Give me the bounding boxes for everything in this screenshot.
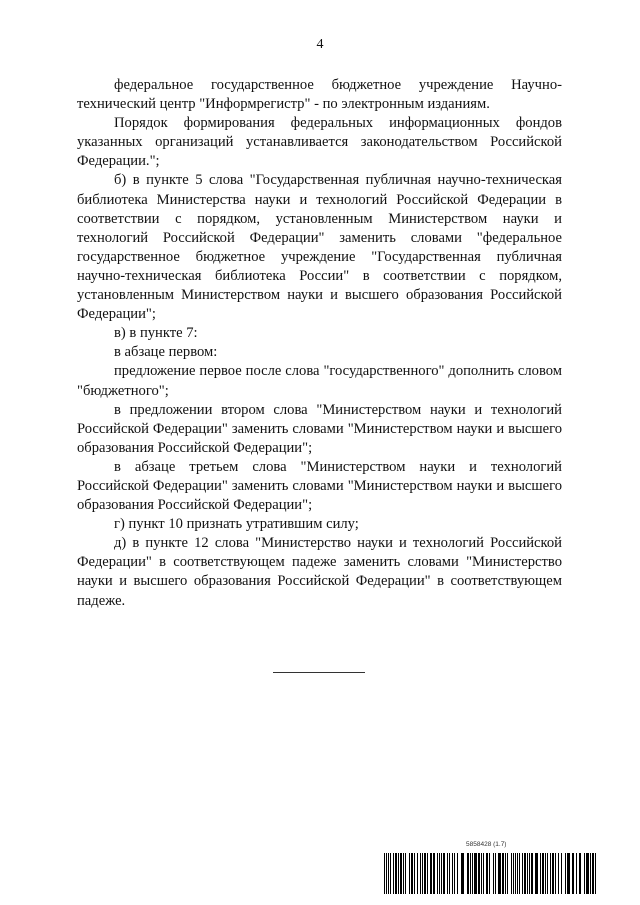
paragraph-9: г) пункт 10 признать утратившим силу; <box>114 516 359 533</box>
paragraph-7: в предложении втором слова "Министерством науки и технологий Российской Федерации" заменить словами "Министерством науки и высшего образования Российской Федерации"; <box>77 401 562 456</box>
paragraph-10: д) в пункте 12 слова "Министерство науки и технологий Российской Федерации" в соответствующем падеже заменить словами "Министерство науки и высшего образования Российской Федерации" в соответствующем падеже. <box>77 535 562 609</box>
paragraph-6: предложение первое после слова "государственного" дополнить словом "бюджетного"; <box>77 363 562 399</box>
paragraph-8: в абзаце третьем слова "Министерством науки и технологий Российской Федерации" заменить словами "Министерством науки и высшего образования Российской Федерации"; <box>77 458 562 514</box>
document-body <box>77 76 562 611</box>
paragraph-5: в абзаце первом: <box>114 344 218 361</box>
paragraph-1: федеральное государственное бюджетное учреждение Научно-технический центр "Информрегистр" - по электронным изданиям. <box>77 77 562 113</box>
barcode-block <box>384 840 596 894</box>
end-separator-line <box>273 672 365 673</box>
paragraph-2: Порядок формирования федеральных информационных фондов указанных организаций устанавливается законодательством Российской Федерации."; <box>77 115 562 170</box>
page-number: 4 <box>316 37 324 52</box>
barcode-number: 5858428 (1.7) <box>466 841 507 848</box>
barcode-icon <box>384 853 596 894</box>
paragraph-4: в) в пункте 7: <box>114 325 198 342</box>
paragraph-3: б) в пункте 5 слова "Государственная публичная научно-техническая библиотека Министерства науки и технологий Российской Федерации в соответствии с порядком, установленным Министерством науки и технологий Российской Федерации" заменить словами "федеральное государственное бюджетное учреждение "Государственная публичная научно-техническая библиотека России" в соответствии с порядком, установленным Министерством науки и высшего образования Российской Федерации"; <box>77 172 562 323</box>
